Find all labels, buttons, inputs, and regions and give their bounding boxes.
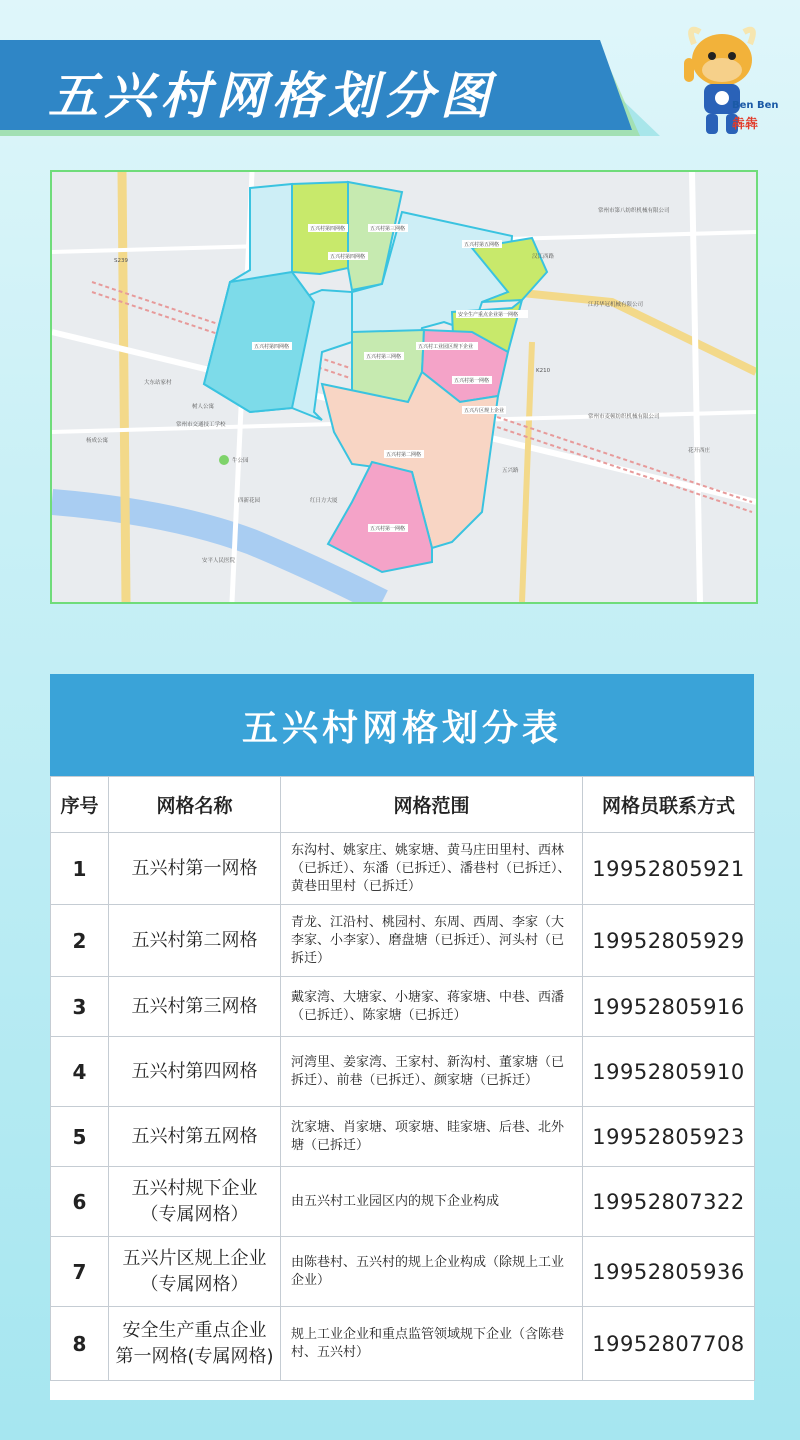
poi-p15: K210 [536,368,551,374]
table-row [51,1107,755,1167]
row-idx: 6 [51,1167,109,1237]
page-title: 五兴村网格划分图 [48,67,496,125]
map-label-gsmall [416,342,478,350]
svg-text:五兴村第四网格: 五兴村第四网格 [330,254,366,260]
header-phone: 网格员联系方式 [583,777,755,833]
row-name: 五兴村第五网格 [109,1107,281,1167]
map-label-g1a [452,376,492,384]
map-label-g3 [364,352,404,360]
row-phone: 19952805910 [583,1037,755,1107]
poi-p1: 大东站家村 [144,380,172,386]
row-name: 五兴片区规上企业（专属网格） [109,1237,281,1307]
row-scope: 规上工业企业和重点监管领域规下企业（含陈巷村、五兴村） [281,1307,583,1381]
row-scope: 沈家塘、肖家塘、项家塘、眭家塘、后巷、北外塘（已拆迁） [281,1107,583,1167]
poi-p11: 江苏华冠机械有限公司 [588,302,644,308]
svg-text:安全生产重点企业第一网格: 安全生产重点企业第一网格 [458,312,519,318]
svg-text:五兴村工业园区规下企业: 五兴村工业园区规下企业 [418,344,474,350]
row-idx: 4 [51,1037,109,1107]
map-label-gsafe [456,310,528,318]
row-idx: 7 [51,1237,109,1307]
row-phone: 19952805916 [583,977,755,1037]
table-row [51,833,755,905]
row-phone: 19952805923 [583,1107,755,1167]
row-phone: 19952805921 [583,833,755,905]
row-scope: 由五兴村工业园区内的规下企业构成 [281,1167,583,1237]
poi-p10: 常州市第八纺织机械有限公司 [598,208,670,214]
table-row [51,905,755,977]
row-scope: 青龙、江沿村、桃园村、东周、西周、李家（大李家、小李家）、磨盘塘（已拆迁）、河头村（已拆迁） [281,905,583,977]
row-idx: 1 [51,833,109,905]
row-name: 五兴村第一网格 [109,833,281,905]
map-label-g4b [328,252,368,260]
poi-p16: S239 [114,258,128,264]
mascot-name: 犇犇 [732,117,759,132]
row-idx: 8 [51,1307,109,1381]
table-header-row [51,777,755,833]
mascot-logo [664,18,790,144]
mascot-brand: Ben Ben [732,100,779,111]
row-phone: 19952805936 [583,1237,755,1307]
road-s239 [122,172,126,602]
svg-text:五兴村第三网格: 五兴村第三网格 [366,354,402,360]
header-idx: 序号 [51,777,109,833]
map-label-g1b [368,524,408,532]
svg-text:五兴村第五网格: 五兴村第五网格 [464,242,500,248]
table-row [51,1037,755,1107]
map-label-g4a [308,224,348,232]
svg-text:五兴村第四网格: 五兴村第四网格 [254,344,290,350]
poi-p14: 五兴路 [502,468,519,474]
row-idx: 5 [51,1107,109,1167]
row-name: 五兴村第二网格 [109,905,281,977]
poi-p2: 树人公寓 [192,404,215,410]
row-name: 五兴村第四网格 [109,1037,281,1107]
grid-table [50,674,754,1400]
poi-p9: 安平人民医院 [202,558,236,564]
row-phone: 19952805929 [583,905,755,977]
row-scope: 东沟村、姚家庄、姚家塘、黄马庄田里村、西林（已拆迁）、东潘（已拆迁）、潘巷村（已拆迁）、黄巷田里村（已拆迁） [281,833,583,905]
row-name: 安全生产重点企业第一网格(专属网格) [109,1307,281,1381]
table-title: 五兴村网格划分表 [50,674,754,776]
table-row [51,1237,755,1307]
table-row [51,977,755,1037]
header-scope: 网格范围 [281,777,583,833]
poi-p13: 汉江西路 [532,254,555,260]
table-row [51,1167,755,1237]
table-row [51,1307,755,1381]
poi-p4: 杨成公寓 [86,438,109,444]
svg-text:五兴村第四网格: 五兴村第四网格 [310,226,346,232]
header-name: 网格名称 [109,777,281,833]
map-label-g3b [368,224,408,232]
row-phone: 19952807708 [583,1307,755,1381]
svg-text:五兴村第三网格: 五兴村第三网格 [370,226,406,232]
map-label-gbig [462,406,506,414]
row-idx: 2 [51,905,109,977]
svg-text:五兴片区规上企业: 五兴片区规上企业 [464,408,505,414]
map-label-g2 [384,450,424,458]
park-icon [219,455,229,465]
map-canvas [52,172,756,602]
map-label-g4c [252,342,292,350]
poi-p8: 花开西庄 [688,448,711,454]
row-scope: 由陈巷村、五兴村的规上企业构成（除规上工业企业） [281,1237,583,1307]
svg-text:五兴村第二网格: 五兴村第二网格 [386,452,422,458]
poi-p12: 常州市麦顿纺织机械有限公司 [588,414,660,420]
svg-text:五兴村第一网格: 五兴村第一网格 [370,526,406,532]
grid-map [50,170,758,604]
svg-text:五兴村第一网格: 五兴村第一网格 [454,378,490,384]
poi-p7: 红日方大厦 [310,498,338,504]
grid-division-table [50,776,755,1381]
row-idx: 3 [51,977,109,1037]
title-banner [0,40,660,136]
poi-p5: 牛公园 [232,458,249,464]
poi-p6: 四新花园 [238,498,261,504]
row-phone: 19952807322 [583,1167,755,1237]
poi-p3: 常州市交通技工学校 [176,422,226,428]
row-name: 五兴村规下企业（专属网格） [109,1167,281,1237]
map-label-g5 [462,240,502,248]
row-scope: 河湾里、姜家湾、王家村、新沟村、董家塘（已拆迁）、前巷（已拆迁）、颜家塘（已拆迁） [281,1037,583,1107]
row-name: 五兴村第三网格 [109,977,281,1037]
row-scope: 戴家湾、大塘家、小塘家、蒋家塘、中巷、西潘（已拆迁）、陈家塘（已拆迁） [281,977,583,1037]
